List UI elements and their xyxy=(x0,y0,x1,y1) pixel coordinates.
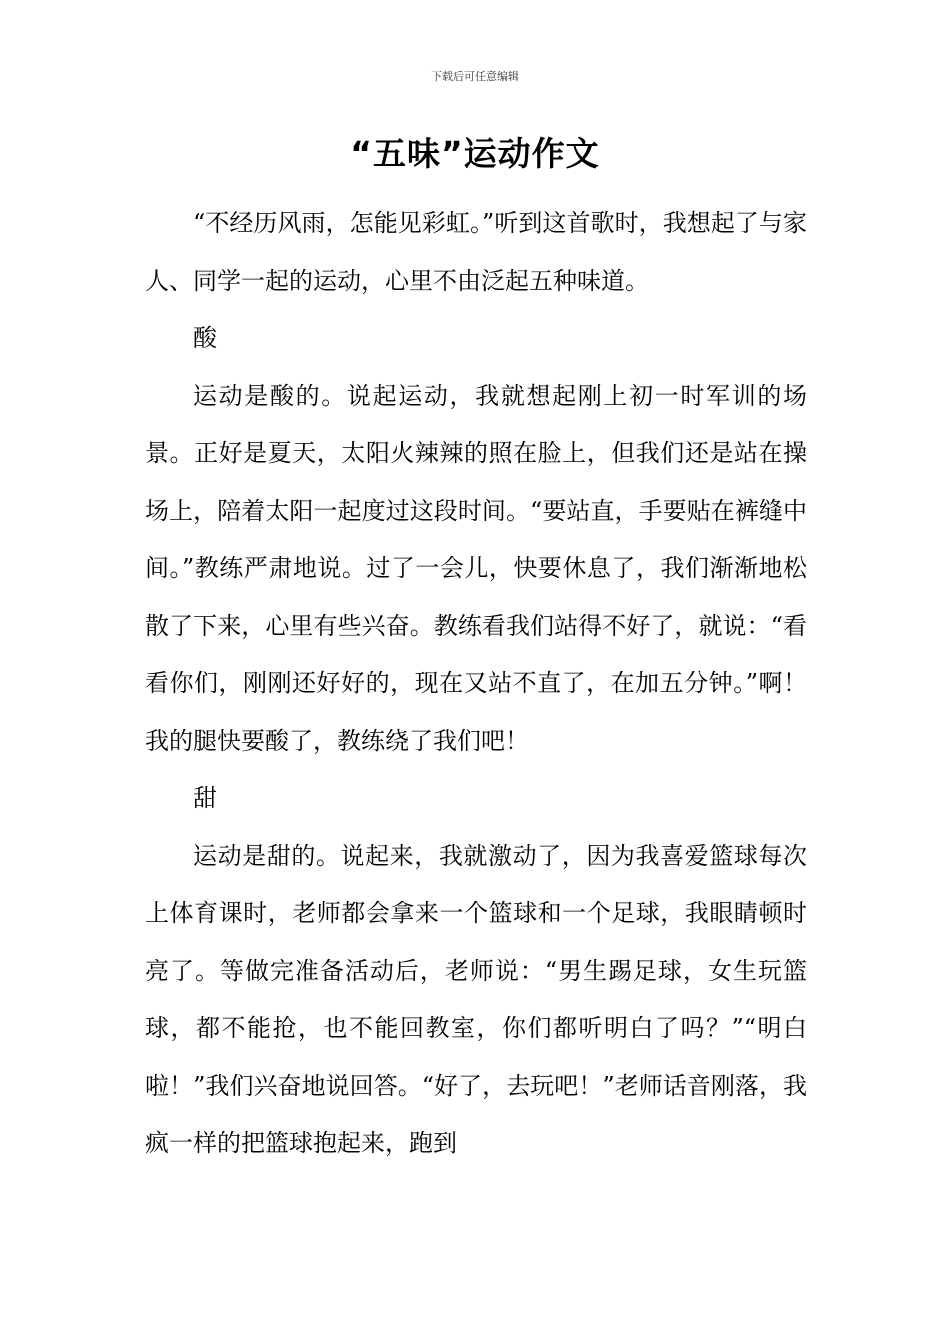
paragraph-intro: “不经历风雨，怎能见彩虹。”听到这首歌时，我想起了与家人、同学一起的运动，心里不由泛起五种味道。 xyxy=(145,209,807,295)
section-heading-sour: 酸 xyxy=(193,324,217,352)
paragraph-sweet: 运动是甜的。说起来，我就激动了，因为我喜爱篮球每次上体育课时，老师都会拿来一个篮球和一个足球，我眼睛顿时亮了。等做完准备活动后，老师说：“男生踢足球，女生玩篮球，都不能抢，也不能回教室，你们都听明白了吗？”“明白啦！”我们兴奋地说回答。“好了，去玩吧！”老师话音刚落，我疯一样的把篮球抱起来，跑到 xyxy=(145,841,807,1157)
header-note: 下载后可任意编辑 xyxy=(431,70,519,83)
section-heading-sweet: 甜 xyxy=(193,784,217,812)
document-title: “五味”运动作文 xyxy=(350,134,600,173)
document-body xyxy=(145,195,807,1173)
paragraph-sour: 运动是酸的。说起运动，我就想起刚上初一时军训的场景。正好是夏天，太阳火辣辣的照在脸上，但我们还是站在操场上，陪着太阳一起度过这段时间。“要站直，手要贴在裤缝中间。”教练严肃地说。过了一会儿，快要休息了，我们渐渐地松散了下来，心里有些兴奋。教练看我们站得不好了，就说：“看看你们，刚刚还好好的，现在又站不直了，在加五分钟。”啊！我的腿快要酸了，教练绕了我们吧！ xyxy=(145,381,807,755)
